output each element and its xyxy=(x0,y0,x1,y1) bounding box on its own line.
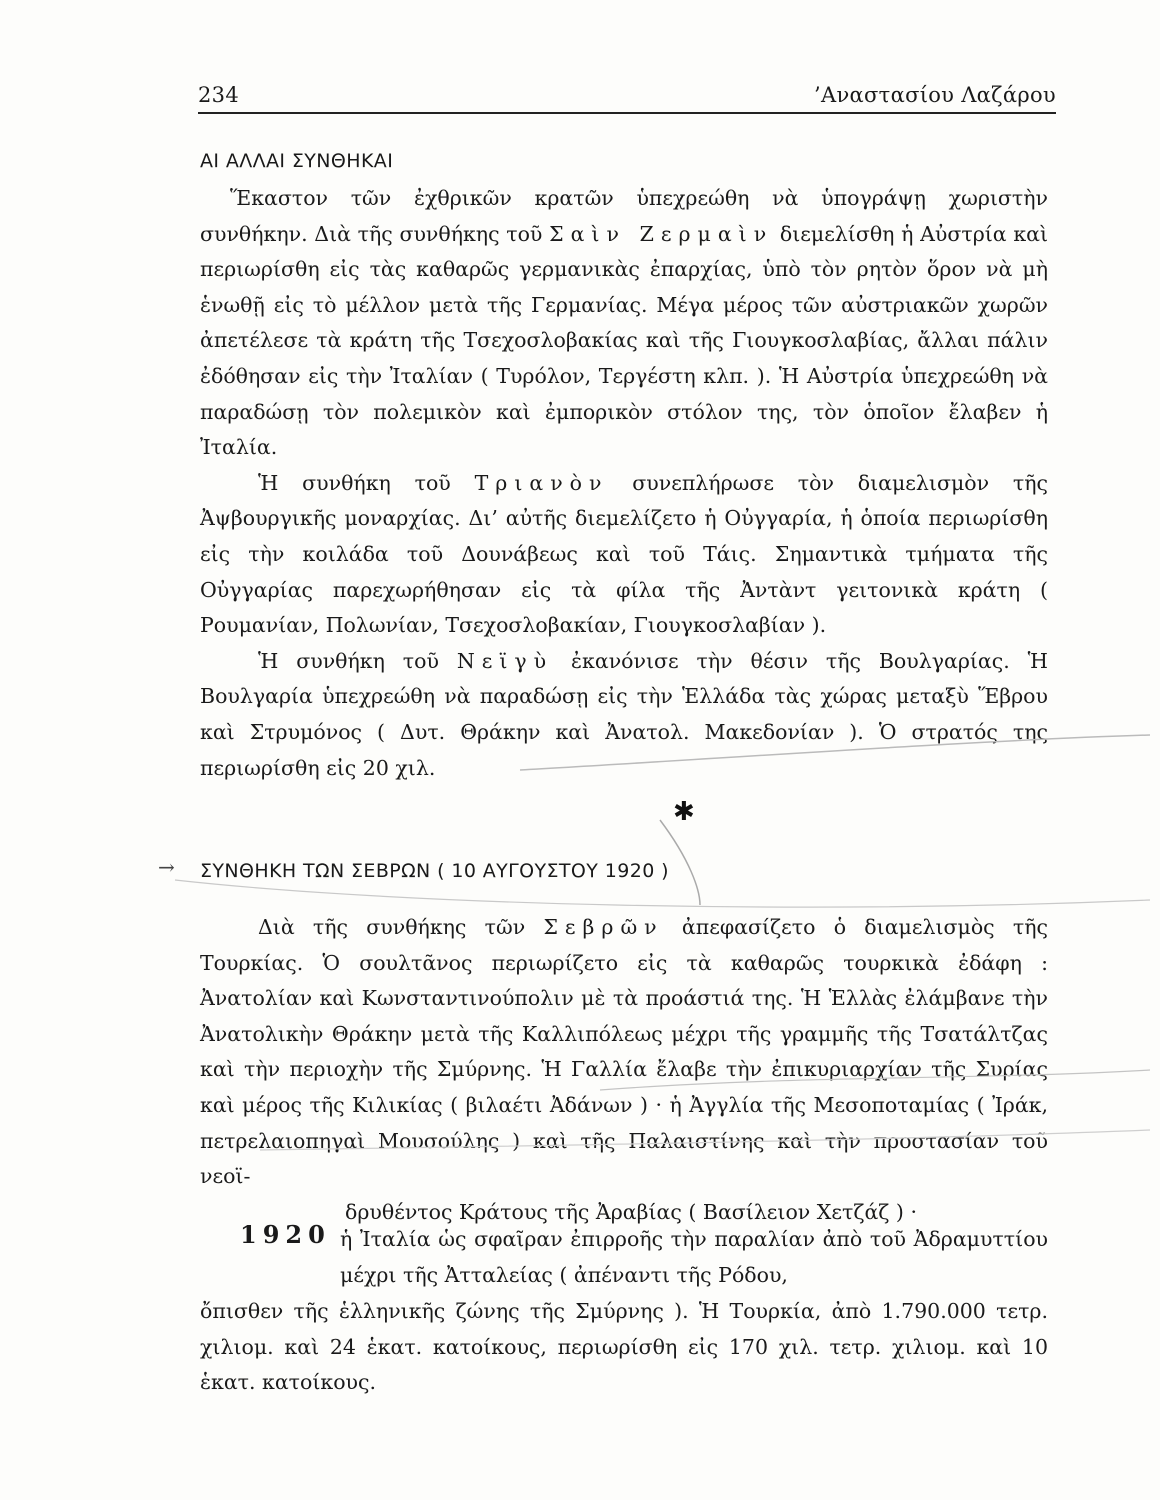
section2-body xyxy=(200,910,1048,1230)
paragraph-sevres: Διὰ τῆς συνθήκης τῶν Σεβρῶν ἀπεφασίζετο ὁ διαμελισμὸς τῆς Τουρκίας. Ὁ σουλτᾶνος περιωρίζετο εἰς τὰ καθαρῶς τουρκικὰ ἐδάφη : Ἀνατολίαν καὶ Κωνσταντινούπολιν μὲ τὰ προάστιά της. Ἡ Ἑλλὰς ἐλάμβανε τὴν Ἀνατολικὴν Θράκην μετὰ τῆς Καλλιπόλεως μέχρι τῆς γραμμῆς τῆς Τσατάλτζας καὶ τὴν περιοχὴν τῆς Σμύρνης. Ἡ Γαλλία ἔλαβε τὴν ἐπικυριαρχίαν τῆς Συρίας καὶ μέρος τῆς Κιλικίας ( βιλαέτι Ἀδάνων ) · ἡ Ἀγγλία τῆς Μεσοποταμίας ( Ἰράκ, πετρελαιοπηγαὶ Μουσούλης ) καὶ τῆς Παλαιστίνης καὶ τὴν προστασίαν τοῦ νεοϊ- xyxy=(200,915,1048,1189)
star-mark-icon: ✱ xyxy=(673,797,695,827)
section-heading-other-treaties: ΑΙ ΑΛΛΑΙ ΣΥΝΘΗΚΑΙ xyxy=(200,150,394,172)
page-header xyxy=(198,72,1056,114)
treaty-name-spaced: Σεβρῶν xyxy=(543,915,664,939)
paragraph-neuilly: Ἡ συνθήκη τοῦ Νεϊγὺ ἐκανόνισε τὴν θέσιν τῆς Βουλγαρίας. Ἡ Βουλγαρία ὑπεχρεώθη νὰ παραδώσῃ εἰς τὴν Ἑλλάδα τὰς χώρας μεταξὺ Ἕβρου καὶ Στρυμόνος ( Δυτ. Θράκην καὶ Ἀνατολ. Μακεδονίαν ). Ὁ στρατός της περιωρίσθη εἰς 20 χιλ. xyxy=(200,648,1048,780)
section-heading-sevres: ΣΥΝΘΗΚΗ ΤΩΝ ΣΕΒΡΩΝ ( 10 ΑΥΓΟΥΣΤΟΥ 1920 ) xyxy=(200,860,669,882)
side-text-italy: ἡ Ἰταλία ὡς σφαῖραν ἐπιρροῆς τὴν παραλίαν ἀπὸ τοῦ Ἀδραμυττίου μέχρι τῆς Ἀτταλείας ( ἀπέναντι τῆς Ρόδου, xyxy=(340,1227,1048,1287)
section1-body xyxy=(200,181,1048,786)
margin-arrow-icon: → xyxy=(158,855,175,879)
closing-paragraph: ὄπισθεν τῆς ἑλληνικῆς ζώνης τῆς Σμύρνης ). Ἡ Τουρκία, ἀπὸ 1.790.000 τετρ. χιλιομ. καὶ 24 ἑκατ. κατοίκους, περιωρίσθη εἰς 170 χιλ. τετρ. χιλιομ. καὶ 10 ἑκατ. κατοίκους. xyxy=(200,1299,1048,1395)
treaty-name-spaced: Σαὶν Ζερμαὶν xyxy=(549,221,774,246)
paragraph-saint-germain: Ἕκαστον τῶν ἐχθρικῶν κρατῶν ὑπεχρεώθη νὰ ὑπογράψῃ χωριστὴν συνθήκην. Διὰ τῆς συνθήκης τοῦ Σαὶν Ζερμαὶν διεμελίσθη ἡ Αὐστρία καὶ περιωρίσθη εἰς τὰς καθαρῶς γερμανικὰς ἐπαρχίας, ὑπὸ τὸν ρητὸν ὅρον νὰ μὴ ἑνωθῇ εἰς τὸ μέλλον μετὰ τῆς Γερμανίας. Μέγα μέρος τῶν αὐστριακῶν χωρῶν ἀπετέλεσε τὰ κράτη τῆς Τσεχοσλοβακίας καὶ τῆς Γιουγκοσλαβίας, ἄλλαι πάλιν ἐδόθησαν εἰς τὴν Ἰταλίαν ( Τυρόλον, Τεργέστη κλπ. ). Ἡ Αὐστρία ὑπεχρεώθη νὰ παραδώσῃ τὸν πολεμικὸν καὶ ἐμπορικὸν στόλον της, τὸν ὁποῖον ἔλαβεν ἡ Ἰταλία. xyxy=(200,186,1049,460)
treaty-name-spaced: Νεϊγὺ xyxy=(456,648,554,673)
paragraph-trianon: Ἡ συνθήκη τοῦ Τριανὸν συνεπλήρωσε τὸν διαμελισμὸν τῆς Ἀψβουργικῆς μοναρχίας. Δι’ αὐτῆς διεμελίζετο ἡ Οὐγγαρία, ἡ ὁποία περιωρίσθη εἰς τὴν κοιλάδα τοῦ Δουνάβεως καὶ τοῦ Τάις. Σημαντικὰ τμήματα τῆς Οὐγγαρίας παρεχωρήθησαν εἰς τὰ φίλα τῆς Ἀντὰντ γειτονικὰ κράτη ( Ρουμανίαν, Πολωνίαν, Τσεχοσλοβακίαν, Γιουγκοσλαβίαν ). xyxy=(200,470,1048,638)
running-author: ’Αναστασίου Λαζάρου xyxy=(814,83,1056,107)
page-number: 234 xyxy=(198,83,239,107)
treaty-name-spaced: Τριανὸν xyxy=(474,470,609,495)
pencil-stroke xyxy=(175,880,1150,907)
margin-year-label: 1920 xyxy=(240,1220,331,1249)
paragraph-arabia-line: δρυθέντος Κράτους τῆς Ἀραβίας ( Βασίλειον Χετζάζ ) · xyxy=(345,1199,917,1224)
